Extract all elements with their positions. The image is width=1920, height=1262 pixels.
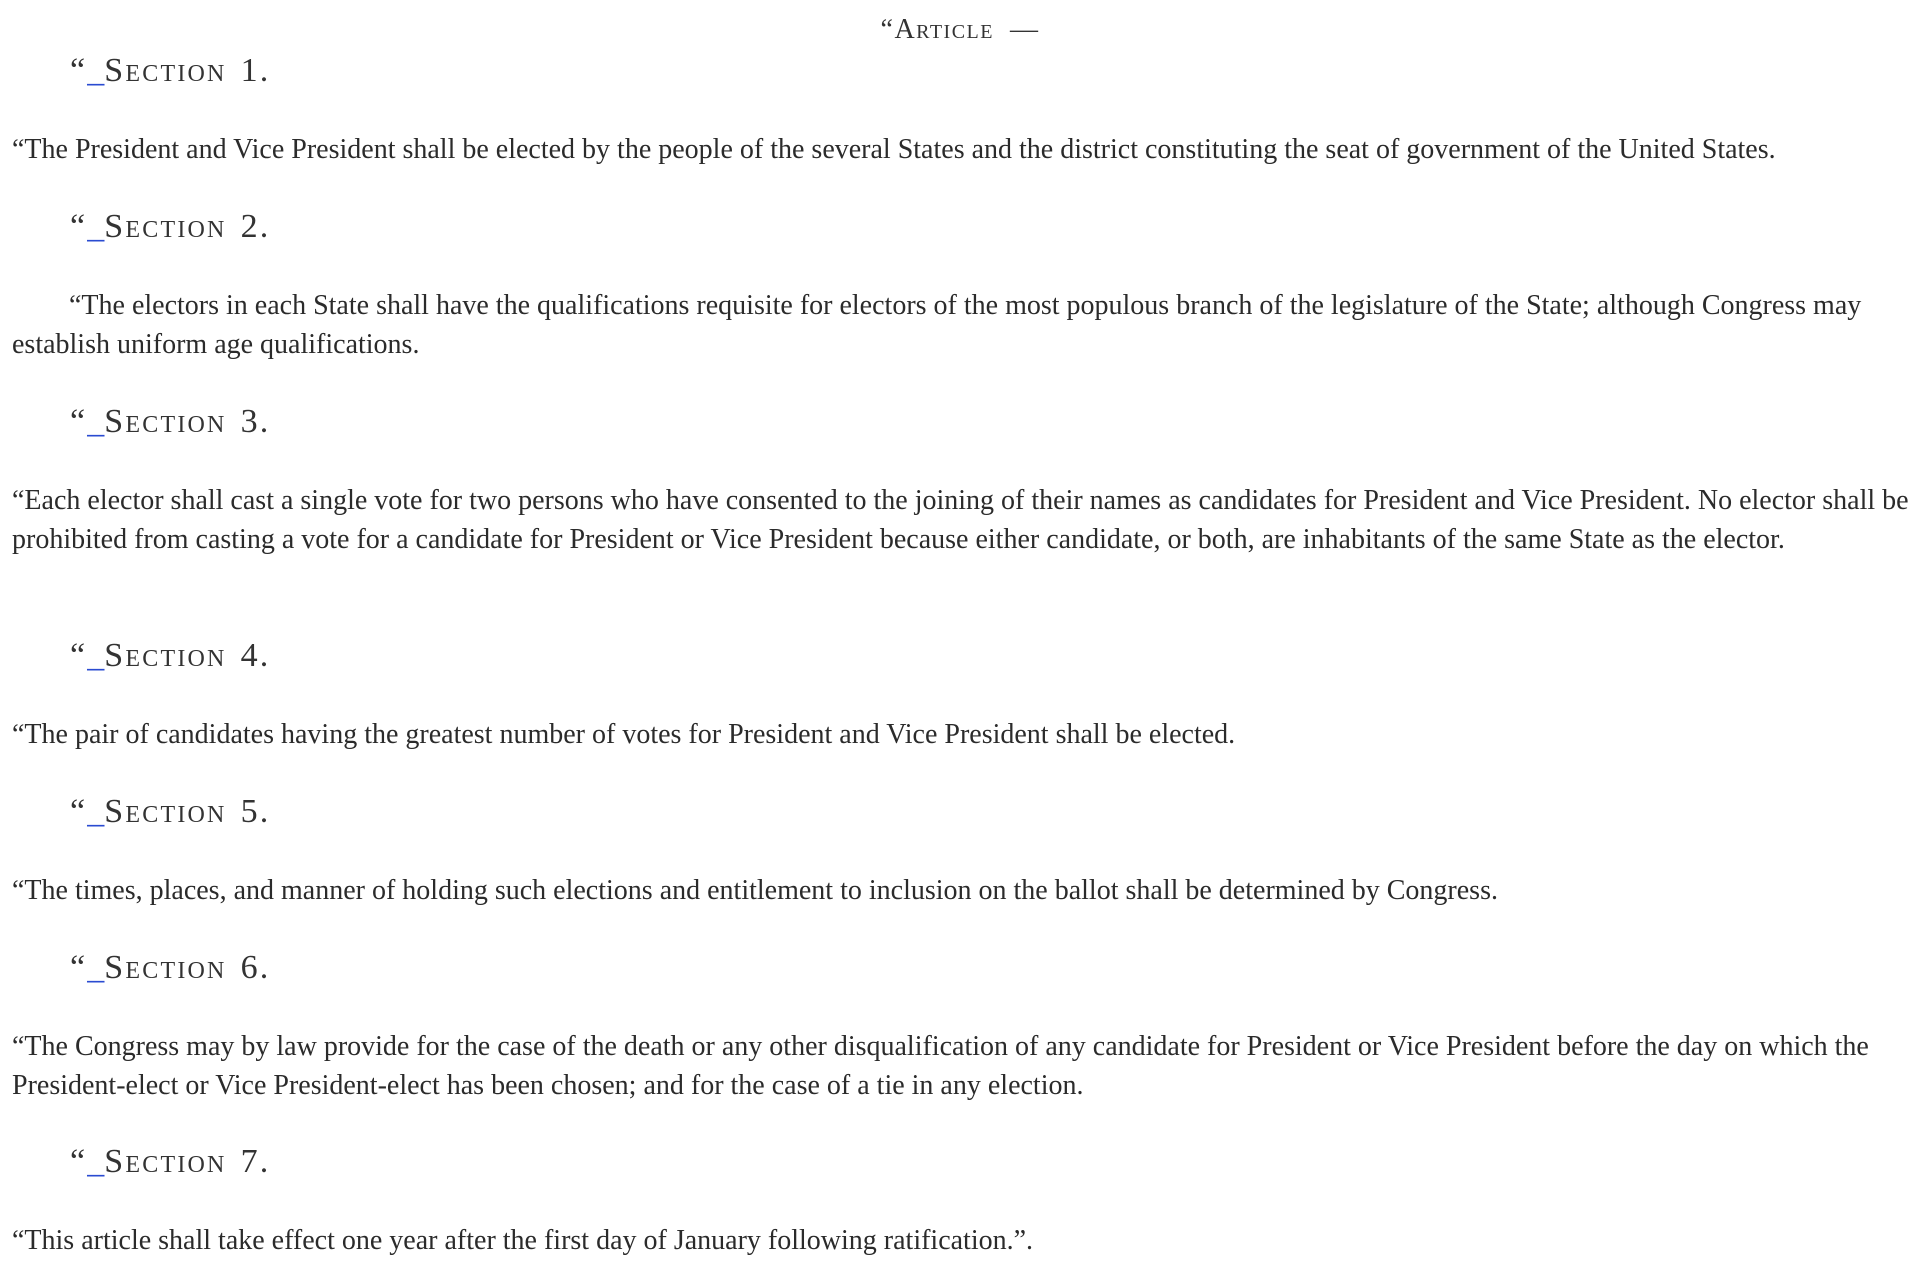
- section-label: Section: [104, 52, 227, 89]
- section-number: 1.: [240, 52, 271, 89]
- section-number: 2.: [240, 208, 271, 245]
- section-link-mark[interactable]: _: [87, 403, 105, 440]
- section-heading-3: [70, 403, 271, 441]
- section-number: 4.: [240, 637, 271, 674]
- article-open-quote: “: [880, 14, 895, 45]
- section-link-mark[interactable]: _: [87, 52, 105, 89]
- section-number: 7.: [240, 1143, 271, 1180]
- section-label: Section: [104, 793, 227, 830]
- section-heading-2: [70, 208, 271, 246]
- section-3-text: “Each elector shall cast a single vote for two persons who have consented to the joining of their names as candidates for President and Vice President. No elector shall be prohibited from casting a vote for a candidate for President or Vice President because either candidate, or both, are inhabitants of the same State as the elector.: [12, 485, 1909, 555]
- section-heading-5: [70, 793, 271, 831]
- section-link-mark[interactable]: _: [87, 208, 105, 245]
- section-open-quote: “: [70, 52, 88, 89]
- section-open-quote: “: [70, 949, 88, 986]
- section-7-text: “This article shall take effect one year after the first day of January following ratification.”.: [12, 1225, 1034, 1256]
- section-2-text: “The electors in each State shall have the qualifications requisite for electors of the most populous branch of the legislature of the State; although Congress may establish uniform age qualifications.: [12, 290, 1862, 360]
- section-4-text: “The pair of candidates having the greatest number of votes for President and Vice President shall be elected.: [12, 719, 1236, 750]
- section-number: 3.: [240, 403, 271, 440]
- section-label: Section: [104, 637, 227, 674]
- section-open-quote: “: [70, 403, 88, 440]
- article-heading: [0, 14, 1920, 46]
- section-6-text: “The Congress may by law provide for the case of the death or any other disqualification of any candidate for President or Vice President before the day on which the President-elect or Vice President-elect has been chosen; and for the case of a tie in any election.: [12, 1031, 1869, 1101]
- section-open-quote: “: [70, 208, 88, 245]
- section-link-mark[interactable]: _: [87, 1143, 105, 1180]
- section-label: Section: [104, 208, 227, 245]
- section-5-text: “The times, places, and manner of holding such elections and entitlement to inclusion on the ballot shall be determined by Congress.: [12, 875, 1498, 906]
- section-heading-4: [70, 637, 271, 675]
- section-heading-1: [70, 52, 271, 90]
- section-link-mark[interactable]: _: [87, 637, 105, 674]
- article-dash: —: [1009, 14, 1040, 45]
- section-open-quote: “: [70, 793, 88, 830]
- section-heading-7: [70, 1143, 271, 1181]
- section-link-mark[interactable]: _: [87, 949, 105, 986]
- section-number: 5.: [240, 793, 271, 830]
- section-open-quote: “: [70, 1143, 88, 1180]
- section-number: 6.: [240, 949, 271, 986]
- section-label: Section: [104, 949, 227, 986]
- section-open-quote: “: [70, 637, 88, 674]
- section-1-text: “The President and Vice President shall be elected by the people of the several States and the district constituting the seat of government of the United States.: [12, 134, 1776, 165]
- section-link-mark[interactable]: _: [87, 793, 105, 830]
- section-label: Section: [104, 403, 227, 440]
- section-label: Section: [104, 1143, 227, 1180]
- section-heading-6: [70, 949, 271, 987]
- article-title: Article: [894, 14, 994, 45]
